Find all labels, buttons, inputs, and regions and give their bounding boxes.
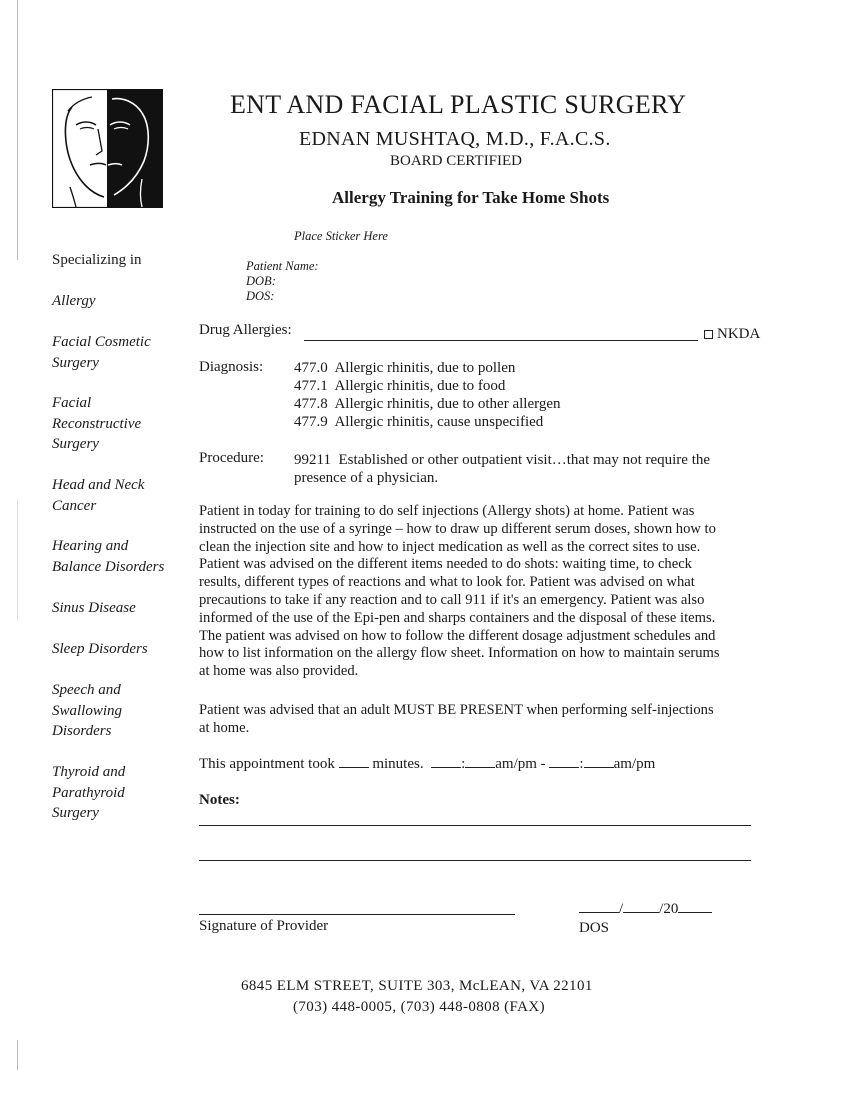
dos-label: DOS: [246,289,275,303]
checkbox-icon[interactable] [704,330,713,339]
end-hour-field[interactable] [549,767,579,768]
procedure-text: 99211 Established or other outpatient visit…that may not require the presence of a physician. [294,452,711,486]
scan-edge-line [17,500,18,620]
patient-name-label: Patient Name: [246,259,319,273]
diagnosis-item: 477.0 Allergic rhinitis, due to pollen [294,360,516,376]
footer-address: 6845 ELM STREET, SUITE 303, McLEAN, VA 22101 [241,978,593,994]
minutes-field[interactable] [339,767,369,768]
date-label: DOS [579,920,610,936]
drug-allergies-label: Drug Allergies: [199,322,292,338]
form-title: Allergy Training for Take Home Shots [332,188,610,207]
sidebar-item-sleep: Sleep Disorders [52,641,148,657]
doctor-name: EDNAN MUSHTAQ, M.D., F.A.C.S. [299,128,611,150]
sidebar-item-facial-reconstructive: Facial Reconstructive Surgery [52,395,142,453]
start-hour-field[interactable] [431,767,461,768]
adult-notice: Patient was advised that an adult MUST BE PRESENT when performing self-injections at home. [199,702,714,736]
sidebar-item-hearing: Hearing and Balance Disorders [52,538,165,575]
end-minute-field[interactable] [584,767,614,768]
date-field[interactable]: / /20 [579,900,712,918]
scan-edge-line [17,0,18,260]
diagnosis-item: 477.8 Allergic rhinitis, due to other allergen [294,396,561,412]
face-logo-icon [52,89,163,208]
appointment-line: This appointment took minutes. : am/pm - : am/pm [199,756,656,772]
signature-field[interactable] [199,914,515,915]
procedure-label: Procedure: [199,450,264,466]
diagnosis-item: 477.1 Allergic rhinitis, due to food [294,378,506,394]
nkda-option[interactable] [704,325,760,343]
notes-line-2[interactable] [199,860,751,861]
nkda-label: NKDA [717,326,761,342]
sidebar-item-thyroid: Thyroid and Parathyroid Surgery [52,764,126,822]
diagnosis-item: 477.9 Allergic rhinitis, cause unspecified [294,414,544,430]
sidebar-item-sinus: Sinus Disease [52,600,136,616]
date-day-field[interactable] [623,912,659,913]
sidebar-item-head-neck: Head and Neck Cancer [52,477,145,514]
sidebar-item-speech: Speech and Swallowing Disorders [52,682,123,740]
date-year-field[interactable] [678,912,712,913]
training-paragraph: Patient in today for training to do self injections (Allergy shots) at home. Patient was instructed on the use of a syringe – how to draw up different serum doses, shown how to clean the injection site and how to inject medication as well as the correct sites to use. Patient was advised on the different items needed to do shots: waiting time, to check results, different types of reactions and what to look for. Patient was advised on what precautions to take if any reaction and to call 911 if it's an emergency. Patient was also informed of the use of the Epi-pen and sharps containers and the disposal of these items. The patient was advised on how to follow the different dosage adjustment schedules and how to list information on the allergy flow sheet. Information on how to maintain serums at home was also provided. [199,503,720,680]
sidebar-heading: Specializing in [52,252,142,268]
notes-line-1[interactable] [199,825,751,826]
practice-name: ENT AND FACIAL PLASTIC SURGERY [230,90,687,119]
signature-label: Signature of Provider [199,918,329,934]
scan-edge-line [17,1040,18,1070]
start-minute-field[interactable] [465,767,495,768]
certification: BOARD CERTIFIED [390,153,523,169]
sidebar-item-facial-cosmetic: Facial Cosmetic Surgery [52,334,151,371]
diagnosis-list [294,359,561,431]
footer-phone: (703) 448-0005, (703) 448-0808 (FAX) [293,999,546,1015]
drug-allergies-field[interactable] [304,340,698,341]
sticker-label: Place Sticker Here [294,229,388,243]
date-month-field[interactable] [579,912,619,913]
dob-label: DOB: [246,274,276,288]
notes-label: Notes: [199,792,240,808]
sidebar-item-allergy: Allergy [52,293,96,309]
diagnosis-label: Diagnosis: [199,359,264,375]
